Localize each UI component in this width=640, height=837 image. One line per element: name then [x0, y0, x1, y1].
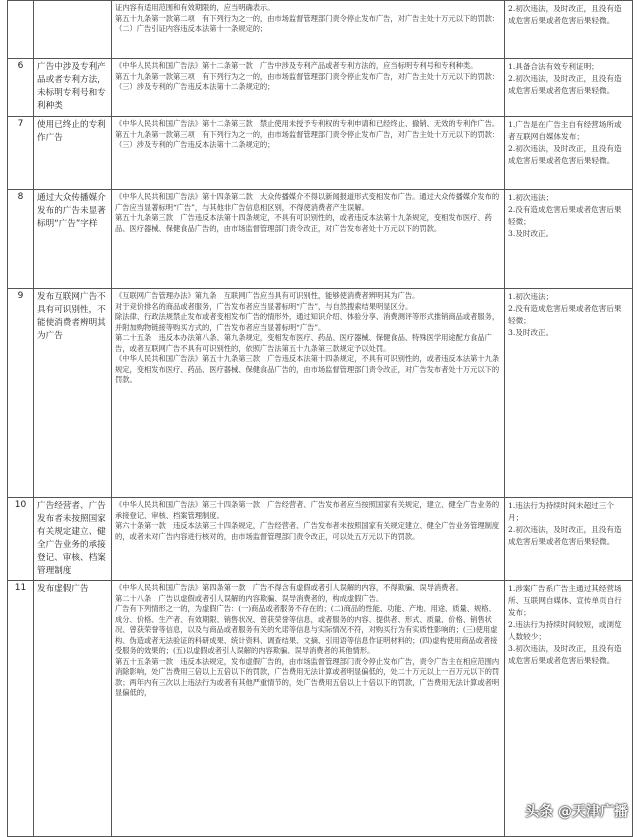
- criteria-item: 1.广告是在广告主自有经营场所或者互联网自媒体发布；: [508, 120, 622, 141]
- legal-paragraph: 第五十九条第一款第二项 有下列行为之一的，由市场监督管理部门责令停止发布广告，对广告主处十万元以下的罚款：（二）广告引证内容违反本法第十一条规定的；: [115, 13, 500, 33]
- row-number: [8, 1, 34, 59]
- exemption-criteria: [505, 1, 633, 59]
- table-row: [8, 498, 633, 581]
- legal-paragraph: 第五十五条第一款 违反本法规定，发布虚假广告的，由市场监督管理部门责令停止发布广告，责令广告主在相应范围内消除影响，处广告费用三倍以上五倍以下的罚款，广告费用无法计算或者明显偏低的，处二十万元以上一百万元以下的罚款；两年内有三次以上违法行为或者有其他严重情节的，处广告费用五倍以上十倍以下的罚款，广告费用无法计算或者明显偏低的，: [115, 656, 500, 697]
- legal-basis: [112, 190, 505, 289]
- criteria-item: 1.初次违法；: [508, 292, 554, 301]
- legal-paragraph: 《中华人民共和国广告法》第十二条第一款 广告中涉及专利产品或者专利方法的，应当标明专利号和专利种类。: [115, 61, 478, 70]
- criteria-item: 1.违法行为持续时间未超过三个月；: [508, 501, 614, 522]
- legal-paragraph: 《中华人民共和国广告法》第五十九条第三款 广告违反本法第十四条规定，不具有可识别性的，或者违反本法第十九条规定，变相发布医疗、药品、医疗器械、保健食品广告的，由市场监督管理部门责令改正，对广告发布者处十万元以下的罚款。: [115, 354, 500, 384]
- legal-paragraph: 除法律、行政法规禁止发布或者变相发布广告的情形外，通过知识介绍、体验分享、消费测评等形式推销商品或者服务，并附加购物链接等购买方式的，广告发布者应当显著标明“广告”。: [115, 312, 500, 332]
- table-row: [8, 117, 633, 190]
- criteria-item: 1.初次违法；: [508, 193, 554, 202]
- legal-paragraph: 《中华人民共和国广告法》第十二条第三款 禁止使用未授予专利权的专利申请和已经终止、撤销、无效的专利作广告。: [115, 119, 500, 128]
- exemption-criteria: [505, 117, 633, 190]
- criteria-item: 2.初次违法，及时改正，且没有造成危害后果或者危害后果轻微。: [508, 525, 622, 546]
- violation-category: [34, 1, 112, 59]
- legal-paragraph: 广告有下列情形之一的，为虚假广告：(一)商品或者服务不存在的；(二)商品的性能、功能、产地、用途、质量、规格、成分、价格、生产者、有效期限、销售状况、曾获荣誉等信息，或者服务的内容、提供者、形式、质量、价格、销售状况、曾获荣誉等信息，以及与商品或者服务有关的允诺等信息与实际情况不符，对购买行为有实质性影响的；(三)使用虚构、伪造或者无法验证的科研成果、统计资料、调查结果、文摘、引用语等信息作证明材料的；(四)虚构使用商品或者接受服务的效果的；(五)以虚假或者引人误解的内容欺骗、误导消费者的其他情形。: [115, 604, 498, 655]
- criteria-item: 3.及时改正。: [508, 328, 554, 337]
- legal-paragraph: 第六十条第一款 违反本法第三十四条规定，广告经营者、广告发布者未按照国家有关规定建立、健全广告业务管理制度的，或者未对广告内容进行核对的，由市场监督管理部门责令改正，可以处五万元以下的罚款。: [115, 521, 500, 541]
- legal-paragraph: 对于竞价排名的商品或者服务，广告发布者应当显著标明“广告”，与自然搜索结果明显区分。: [115, 301, 413, 311]
- legal-paragraph: 证内容有适用范围和有效期限的，应当明确表示。: [115, 3, 275, 12]
- legal-basis: [112, 117, 505, 190]
- table-row: [8, 190, 633, 289]
- legal-paragraph: 《中华人民共和国广告法》第三十四条第一款 广告经营者、广告发布者应当按照国家有关规定，建立、健全广告业务的承接登记、审核、档案管理制度。: [115, 500, 500, 520]
- criteria-item: 2.没有造成危害后果或者危害后果轻微；: [508, 205, 622, 226]
- legal-paragraph: 《中华人民共和国广告法》第十四条第二款 大众传播媒介不得以新闻报道形式变相发布广告。通过大众传播媒介发布的广告应当显著标明“广告”，与其他非广告信息相区别，不得使消费者产生误解。: [115, 192, 500, 212]
- legal-paragraph: 第二十八条 广告以虚假或者引人误解的内容欺骗、误导消费者的，构成虚假广告。: [115, 593, 384, 603]
- exemption-criteria: [505, 59, 633, 117]
- criteria-item: 1.具备合法有效专利证明；: [508, 62, 599, 71]
- legal-basis: [112, 498, 505, 581]
- penalty-table: [7, 0, 633, 837]
- criteria-item: 2.初次违法，及时改正，且没有造成危害后果或者危害后果轻微。: [508, 144, 622, 165]
- exemption-criteria: [505, 498, 633, 581]
- watermark-text: 头条 @天津广播: [525, 804, 628, 820]
- row-number: 7: [8, 117, 34, 190]
- legal-basis: [112, 59, 505, 117]
- row-number: 11: [8, 581, 34, 837]
- violation-category: 广告中涉及专利产品或者专利方法，未标明专利号和专利种类: [34, 59, 112, 117]
- legal-paragraph: 第五十九条第三款 广告违反本法第十四条规定，不具有可识别性的，或者违反本法第十九条规定，变相发布医疗、药品、医疗器械、保健食品广告的，由市场监督管理部门责令改正，对广告发布者处十万元以下的罚款。: [115, 213, 492, 233]
- exemption-criteria: [505, 581, 633, 837]
- row-number: 9: [8, 289, 34, 498]
- criteria-item: 2.没有造成危害后果或者危害后果轻微；: [508, 304, 622, 325]
- legal-basis: [112, 581, 505, 837]
- legal-paragraph: 《互联网广告管理办法》第九条 互联网广告应当具有可识别性，能够使消费者辨明其为广告。: [115, 291, 420, 300]
- legal-paragraph: 《中华人民共和国广告法》第四条第一款 广告不得含有虚假或者引人误解的内容，不得欺骗、误导消费者。: [115, 583, 463, 592]
- legal-paragraph: 第五十九条第一款第三项 有下列行为之一的，由市场监督管理部门责令停止发布广告，对广告主处十万元以下的罚款：（三）涉及专利的广告违反本法第十二条规定的；: [115, 71, 500, 91]
- criteria-item: 2.初次违法，及时改正，且没有造成危害后果或者危害后果轻微。: [508, 74, 622, 95]
- violation-category: 通过大众传播媒介发布的广告未显著标明“广告”字样: [34, 190, 112, 289]
- table-row: [8, 289, 633, 498]
- table-row: [8, 59, 633, 117]
- exemption-criteria: [505, 289, 633, 498]
- row-number: 10: [8, 498, 34, 581]
- criteria-item: 2.初次违法，及时改正，且没有造成危害后果或者危害后果轻微。: [508, 4, 622, 25]
- criteria-item: 3.及时改正。: [508, 229, 554, 238]
- violation-category: 广告经营者、广告发布者未按照国家有关规定建立、健全广告业务的承接登记、审核、档案管理制度: [34, 498, 112, 581]
- legal-paragraph: 第二十五条 违反本办法第八条、第九条规定，变相发布医疗、药品、医疗器械、保健食品、特殊医学用途配方食品广告，或者互联网广告不具有可识别性的，依照广告法第五十九条第三款规定予以处罚。: [115, 333, 492, 353]
- exemption-criteria: [505, 190, 633, 289]
- row-number: 8: [8, 190, 34, 289]
- row-number: 6: [8, 59, 34, 117]
- criteria-item: 1.涉案广告系广告主通过其经营场所、互联网自媒体、宣传单页自行发布；: [508, 584, 622, 617]
- violation-category: 发布虚假广告: [34, 581, 112, 837]
- table-row: [8, 1, 633, 59]
- legal-basis: [112, 289, 505, 498]
- table-row: [8, 581, 633, 837]
- criteria-item: 2.违法行为持续时间较短，或浏览人数较少；: [508, 620, 622, 641]
- criteria-item: 3.初次违法，及时改正，且没有造成危害后果或者危害后果轻微。: [508, 644, 622, 665]
- violation-category: 使用已终止的专利作广告: [34, 117, 112, 190]
- legal-paragraph: 第五十九条第一款第三项 有下列行为之一的，由市场监督管理部门责令停止发布广告，对广告主处十万元以下的罚款：（三）涉及专利的广告违反本法第十二条规定的；: [115, 129, 500, 149]
- violation-category: 发布互联网广告不具有可识别性，不能使消费者辨明其为广告: [34, 289, 112, 498]
- legal-basis: [112, 1, 505, 59]
